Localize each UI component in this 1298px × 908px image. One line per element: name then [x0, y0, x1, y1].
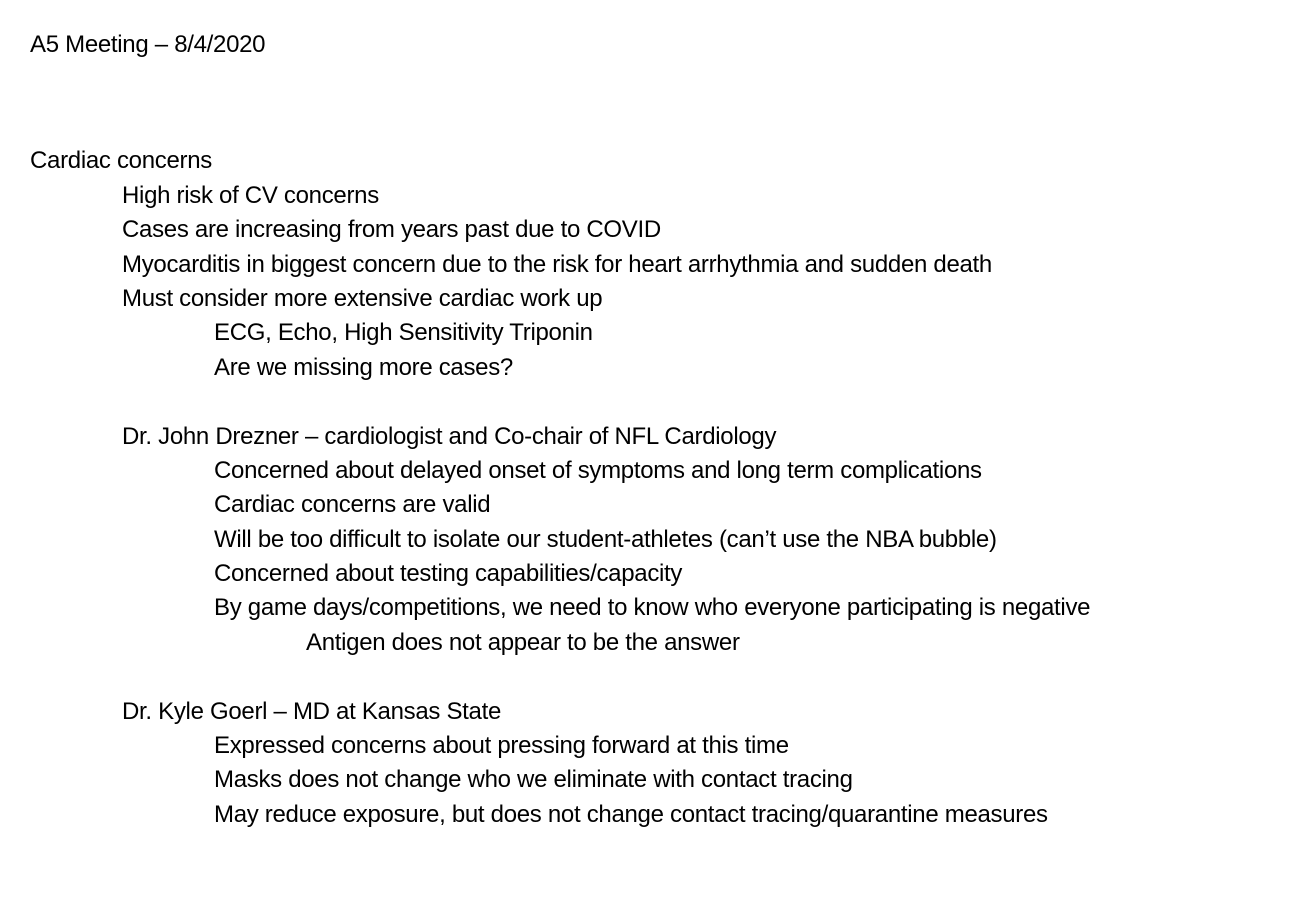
drezner-point: Concerned about testing capabilities/capacity — [214, 560, 683, 588]
cardiac-point: Must consider more extensive cardiac work up — [122, 284, 603, 312]
drezner-heading: Dr. John Drezner – cardiologist and Co-chair of NFL Cardiology — [122, 422, 777, 450]
section-goerl — [30, 695, 1288, 833]
drezner-point: Will be too difficult to isolate our student-athletes (can’t use the NBA bubble) — [214, 525, 997, 553]
cardiac-point: High risk of CV concerns — [122, 181, 379, 209]
goerl-point: Expressed concerns about pressing forward at this time — [214, 732, 789, 760]
cardiac-point: Myocarditis in biggest concern due to the risk for heart arrhythmia and sudden death — [122, 250, 992, 278]
cardiac-heading: Cardiac concerns — [30, 147, 212, 175]
drezner-subpoint: Antigen does not appear to be the answer — [306, 628, 740, 656]
blank-line — [30, 385, 1288, 419]
blank-line — [30, 660, 1288, 694]
section-cardiac — [30, 144, 1288, 385]
cardiac-subpoint: Are we missing more cases? — [214, 353, 513, 381]
goerl-heading: Dr. Kyle Goerl – MD at Kansas State — [122, 697, 501, 725]
drezner-point: By game days/competitions, we need to know who everyone participating is negative — [214, 594, 1091, 622]
drezner-point: Cardiac concerns are valid — [214, 491, 491, 519]
meeting-title: A5 Meeting – 8/4/2020 — [30, 31, 266, 58]
cardiac-point: Cases are increasing from years past due to COVID — [122, 216, 661, 244]
cardiac-subpoint: ECG, Echo, High Sensitivity Triponin — [214, 319, 593, 347]
goerl-point: May reduce exposure, but does not change contact tracing/quarantine measures — [214, 800, 1048, 828]
drezner-point: Concerned about delayed onset of symptoms and long term complications — [214, 456, 982, 484]
section-drezner — [30, 420, 1288, 661]
goerl-point: Masks does not change who we eliminate with contact tracing — [214, 766, 853, 794]
document-page — [30, 28, 1288, 832]
